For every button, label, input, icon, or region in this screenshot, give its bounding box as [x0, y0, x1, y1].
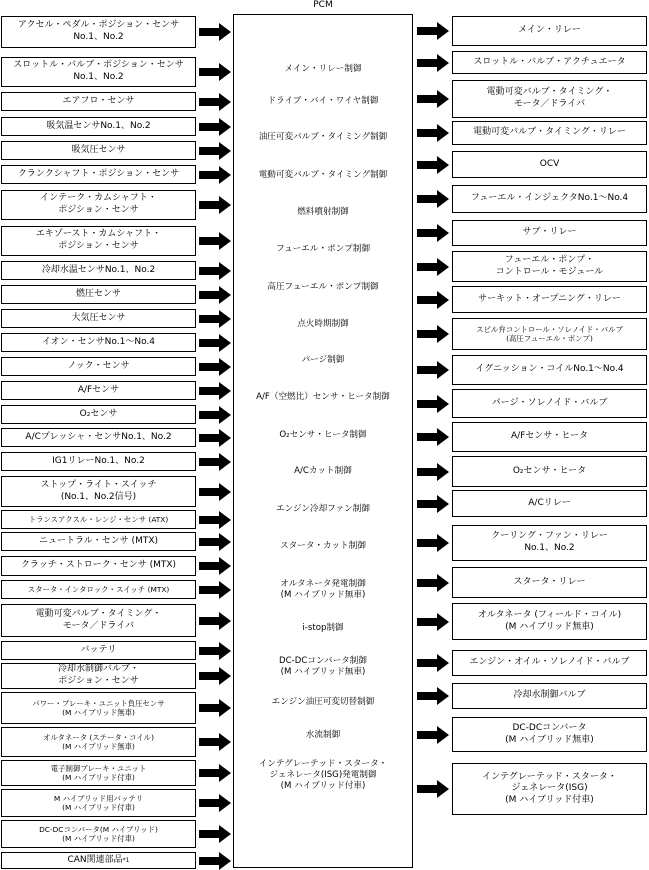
- output-box-label: サブ・リレー: [522, 227, 577, 238]
- input-box-label: O₂センサ: [79, 408, 118, 419]
- input-box-label: バッテリ: [80, 644, 117, 655]
- input-box-label: A/Cプレッシャ・センサNo.1、No.2: [25, 431, 172, 442]
- input-box: [1, 57, 196, 87]
- input-box: [1, 285, 196, 304]
- input-box: [1, 820, 196, 848]
- pcm-function: 水流制御: [305, 730, 341, 741]
- input-arrow-icon: [199, 852, 231, 870]
- pcm-function: エンジン油圧可変切替制御: [271, 697, 375, 708]
- input-box: [1, 357, 196, 376]
- output-box: [452, 567, 647, 598]
- input-box: [1, 261, 196, 280]
- input-arrow-icon: [199, 232, 231, 250]
- input-box: [1, 692, 196, 724]
- output-box-label: フューエル・ポンプ・ コントロール・モジュール: [495, 254, 604, 277]
- input-box: [1, 405, 196, 424]
- pcm-function: 油圧可変バルブ・タイミング制御: [258, 132, 388, 143]
- output-box-label: サーキット・オープニング・リレー: [478, 293, 621, 304]
- input-box-label: インテーク・カムシャフト・ ポジション・センサ: [40, 193, 157, 215]
- input-box-label: エアフロ・センサ: [62, 95, 135, 106]
- output-box: [452, 525, 647, 561]
- input-arrow-icon: [199, 166, 231, 184]
- output-arrow-icon: [417, 90, 449, 108]
- output-box-label: A/Cリレー: [528, 497, 571, 508]
- input-box: [1, 604, 196, 637]
- output-arrow-icon: [417, 574, 449, 592]
- output-box-label: エンジン・オイル・ソレノイド・バルブ: [469, 657, 630, 668]
- input-box: [1, 117, 196, 136]
- input-box-label: DC-DCコンバータ(M ハイブリッド) (M ハイブリッド付車): [39, 824, 158, 843]
- pcm-function: スタータ・カット制御: [280, 541, 366, 552]
- input-box-label: 大気圧センサ: [71, 312, 126, 323]
- output-arrow-icon: [417, 258, 449, 276]
- output-arrow-icon: [417, 534, 449, 552]
- input-arrow-icon: [199, 612, 231, 630]
- output-box-label: スタータ・リレー: [513, 576, 586, 587]
- output-box: [452, 456, 647, 487]
- input-box-label: ノック・センサ: [67, 360, 130, 371]
- input-box: [1, 165, 196, 184]
- input-arrow-icon: [199, 118, 231, 136]
- output-arrow-icon: [417, 495, 449, 513]
- footnote-mark: *1: [122, 856, 130, 864]
- output-arrow-icon: [417, 291, 449, 309]
- input-box-label: 冷却水制御バルブ・ ポジション・センサ: [57, 664, 139, 686]
- input-arrow-icon: [199, 23, 231, 41]
- output-box: [452, 717, 647, 752]
- output-arrow-icon: [417, 613, 449, 631]
- pcm-function: インテグレーテッド・スタータ・ ジェネレータ(ISG)発電制御 (M ハイブリッド付車): [258, 759, 388, 792]
- pcm-function: A/Cカット制御: [294, 466, 352, 477]
- pcm-function: メイン・リレー制御: [284, 64, 362, 75]
- input-arrow-icon: [199, 310, 231, 328]
- input-arrow-icon: [199, 483, 231, 501]
- input-box-label: IG1リレーNo.1、No.2: [52, 455, 145, 466]
- input-box: [1, 190, 196, 220]
- output-box-label: クーリング・ファン・リレー No.1、No.2: [491, 531, 608, 553]
- input-box: [1, 510, 196, 529]
- input-box-label: パワー・ブレーキ・ユニット負圧センサ (M ハイブリッド無車): [32, 698, 165, 717]
- output-box-label: インテグレーテッド・スタータ・ ジェネレータ(ISG) (M ハイブリッド付車): [482, 771, 617, 805]
- output-arrow-icon: [417, 124, 449, 142]
- input-box-label: オルタネータ (ステータ・コイル) (M ハイブリッド無車): [43, 732, 154, 751]
- output-box-label: 電動可変バルブ・タイミング・ モータ／ドライバ: [486, 87, 613, 109]
- output-arrow-icon: [417, 190, 449, 208]
- output-arrow-icon: [417, 428, 449, 446]
- output-box: [452, 80, 647, 118]
- input-box: [1, 141, 196, 160]
- output-arrow-icon: [417, 54, 449, 72]
- pcm-function: エンジン冷却ファン制御: [276, 504, 370, 515]
- output-box: [452, 185, 647, 213]
- input-box-label: アクセル・ペダル・ポジション・センサ No.1、No.2: [17, 20, 180, 42]
- pcm-label: PCM: [313, 0, 333, 10]
- output-box: [452, 355, 647, 385]
- input-box: [1, 452, 196, 471]
- input-box: [1, 381, 196, 400]
- input-box-label: A/Fセンサ: [77, 384, 120, 395]
- output-box: [452, 318, 647, 350]
- output-arrow-icon: [417, 325, 449, 343]
- output-box-label: 電動可変バルブ・タイミング・リレー: [473, 127, 626, 138]
- pcm-function: 高圧フューエル・ポンプ制御: [267, 282, 379, 293]
- output-box-label: スピル弁コントロール・ソレノイド・バルブ (高圧フューエル・ポンプ): [476, 324, 623, 343]
- pcm-function: A/F（空燃比）センサ・ヒータ制御: [256, 392, 390, 403]
- output-box-label: DC-DCコンバータ (M ハイブリッド無車): [505, 722, 594, 745]
- output-box-label: スロットル・バルブ・アクチュエータ: [473, 56, 626, 67]
- output-box-label: A/Fセンサ・ヒータ: [510, 431, 588, 442]
- input-box: [1, 476, 196, 507]
- input-box-label: ストップ・ライト・スイッチ (No.1、No.2信号): [40, 479, 157, 502]
- output-box: [452, 389, 647, 418]
- output-arrow-icon: [417, 224, 449, 242]
- input-box: [1, 333, 196, 352]
- input-box: [1, 641, 196, 660]
- input-arrow-icon: [199, 764, 231, 782]
- input-box: [1, 532, 196, 551]
- input-box: [1, 226, 196, 256]
- input-box: [1, 727, 196, 757]
- pcm-function: オルタネータ発電制御 (M ハイブリッド無車): [280, 578, 366, 600]
- output-box: [452, 422, 647, 452]
- input-box-label: 電子制御ブレーキ・ユニット (M ハイブリッド付車): [50, 763, 147, 782]
- output-box-label: 冷却水制御バルブ: [513, 690, 586, 701]
- input-box-label: M ハイブリッド用バッテリ (M ハイブリッド付車): [53, 793, 144, 812]
- input-box-label: 吸気温センサNo.1、No.2: [46, 120, 151, 131]
- input-arrow-icon: [199, 533, 231, 551]
- pcm-function: i-stop制御: [302, 623, 344, 634]
- pcm-function: 点火時期制御: [297, 319, 349, 330]
- output-arrow-icon: [417, 687, 449, 705]
- input-arrow-icon: [199, 93, 231, 111]
- output-box: [452, 151, 647, 178]
- input-box-label: 燃圧センサ: [75, 288, 121, 299]
- output-box: [452, 286, 647, 313]
- pcm-function: パージ制御: [301, 355, 345, 366]
- output-arrow-icon: [417, 654, 449, 672]
- input-box: [1, 92, 196, 111]
- input-arrow-icon: [199, 262, 231, 280]
- pcm-function: 燃料噴射制御: [297, 207, 349, 218]
- output-arrow-icon: [417, 361, 449, 379]
- output-arrow-icon: [417, 395, 449, 413]
- input-box: [1, 16, 196, 48]
- output-box: [452, 490, 647, 517]
- input-arrow-icon: [199, 406, 231, 424]
- input-arrow-icon: [199, 511, 231, 529]
- input-box-label: トランスアクスル・レンジ・センサ (ATX): [28, 514, 169, 524]
- input-box: [1, 580, 196, 599]
- output-box-label: メイン・リレー: [518, 25, 581, 36]
- input-arrow-icon: [199, 142, 231, 160]
- input-box-label: クラッチ・ストローク・センサ (MTX): [20, 560, 177, 571]
- output-box-label: OCV: [539, 158, 560, 169]
- input-arrow-icon: [199, 63, 231, 81]
- input-box-label: スタータ・インタロック・スイッチ (MTX): [27, 584, 170, 594]
- input-arrow-icon: [199, 429, 231, 447]
- output-box: [452, 650, 647, 676]
- input-arrow-icon: [199, 334, 231, 352]
- input-box-label: 電動可変バルブ・タイミング・ モータ／ドライバ: [35, 608, 162, 631]
- input-box: [1, 428, 196, 447]
- input-arrow-icon: [199, 825, 231, 843]
- input-arrow-icon: [199, 667, 231, 685]
- input-box: [1, 852, 196, 869]
- input-box: [1, 789, 196, 817]
- input-box: [1, 556, 196, 576]
- output-box-label: オルタネータ (フィールド・コイル) (M ハイブリッド無車): [477, 609, 622, 632]
- input-arrow-icon: [199, 794, 231, 812]
- input-box-label: イオン・センサNo.1〜No.4: [41, 336, 156, 347]
- output-box: [452, 220, 647, 246]
- input-arrow-icon: [199, 286, 231, 304]
- input-arrow-icon: [199, 557, 231, 575]
- input-box: [1, 663, 196, 689]
- input-box-label: クランクシャフト・ポジション・センサ: [17, 168, 180, 179]
- pcm-function: ドライブ・バイ・ワイヤ制御: [267, 96, 379, 107]
- input-box-label: エキゾースト・カムシャフト・ ポジション・センサ: [35, 229, 162, 251]
- input-box: [1, 309, 196, 328]
- output-box: [452, 251, 647, 282]
- output-arrow-icon: [417, 463, 449, 481]
- input-box-label: ニュートラル・センサ (MTX): [38, 535, 159, 546]
- output-box-label: O₂センサ・ヒータ: [512, 465, 587, 476]
- output-box: [452, 683, 647, 709]
- output-arrow-icon: [417, 780, 449, 798]
- input-arrow-icon: [199, 196, 231, 214]
- input-arrow-icon: [199, 581, 231, 599]
- input-box-label: 冷却水温センサNo.1、No.2: [41, 264, 156, 275]
- input-arrow-icon: [199, 642, 231, 660]
- output-arrow-icon: [417, 726, 449, 744]
- output-box: [452, 603, 647, 640]
- input-box-label: スロットル・バルブ・ポジション・センサ No.1、No.2: [13, 60, 184, 82]
- pcm-function: 電動可変バルブ・タイミング制御: [258, 170, 388, 181]
- input-arrow-icon: [199, 699, 231, 717]
- input-box-label: CAN関連部品: [67, 854, 123, 865]
- output-arrow-icon: [417, 156, 449, 174]
- input-arrow-icon: [199, 733, 231, 751]
- input-arrow-icon: [199, 382, 231, 400]
- pcm-function: DC-DCコンバータ制御 (M ハイブリッド無車): [279, 655, 367, 677]
- output-box-label: フューエル・インジェクタNo.1〜No.4: [470, 193, 629, 204]
- output-box: [452, 763, 647, 815]
- input-arrow-icon: [199, 453, 231, 471]
- input-arrow-icon: [199, 358, 231, 376]
- output-box: [452, 51, 647, 74]
- input-box-label: 吸気圧センサ: [71, 144, 126, 155]
- pcm-function: O₂センサ・ヒータ制御: [279, 430, 367, 441]
- output-box: [452, 121, 647, 145]
- output-arrow-icon: [417, 22, 449, 40]
- output-box-label: イグニッション・コイルNo.1〜No.4: [475, 364, 624, 375]
- input-box: [1, 760, 196, 786]
- pcm-function: フューエル・ポンプ制御: [275, 244, 371, 255]
- output-box: [452, 16, 647, 46]
- output-box-label: パージ・ソレノイド・バルブ: [491, 397, 608, 408]
